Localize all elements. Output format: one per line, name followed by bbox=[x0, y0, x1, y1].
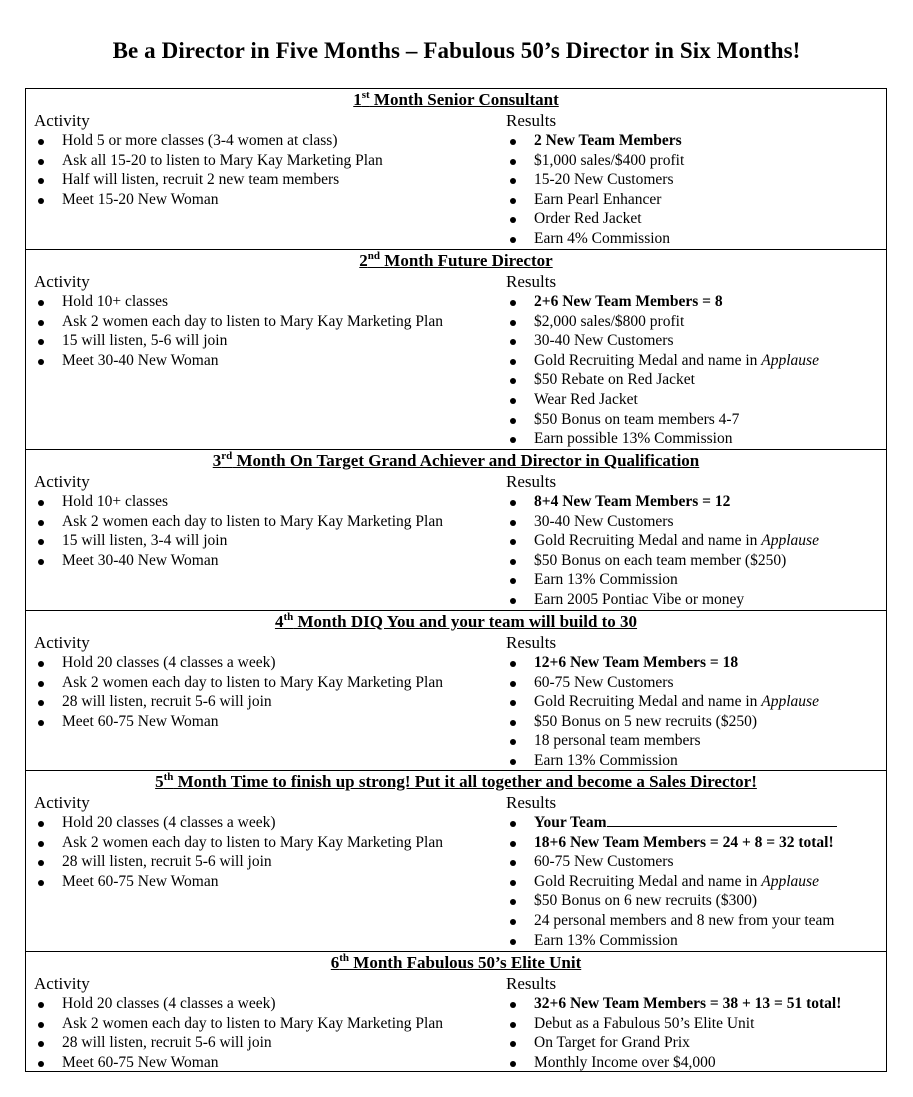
month-heading bbox=[26, 90, 886, 110]
month-heading bbox=[26, 612, 886, 632]
bullet-icon bbox=[510, 178, 516, 184]
activity-label: Activity bbox=[34, 633, 90, 652]
result-text: 30-40 New Customers bbox=[534, 512, 674, 530]
activity-item bbox=[34, 131, 504, 151]
result-text: Earn 4% Commission bbox=[534, 229, 671, 247]
month-heading bbox=[26, 251, 886, 271]
activity-list bbox=[34, 813, 504, 891]
bullet-icon bbox=[510, 681, 516, 687]
result-text: 12+6 New Team Members = 18 bbox=[534, 654, 739, 671]
month-title: Month Time to finish up strong! Put it all together and become a Sales Director! bbox=[173, 772, 757, 791]
publication-name: Applause bbox=[761, 351, 819, 369]
result-item bbox=[506, 190, 884, 210]
month-heading bbox=[26, 451, 886, 471]
month-heading bbox=[26, 953, 886, 973]
activity-label: Activity bbox=[34, 974, 90, 993]
activity-text: Hold 20 classes (4 classes a week) bbox=[62, 814, 276, 831]
results-label: Results bbox=[506, 974, 557, 993]
result-text: 2 New Team Members bbox=[534, 132, 682, 149]
activity-text: Meet 60-75 New Woman bbox=[62, 1053, 219, 1071]
bullet-icon bbox=[510, 398, 516, 404]
result-text: $50 Bonus on team members 4-7 bbox=[534, 410, 740, 428]
result-text: On Target for Grand Prix bbox=[534, 1034, 690, 1052]
result-item bbox=[506, 872, 884, 892]
bullet-icon bbox=[510, 578, 516, 584]
results-list bbox=[506, 131, 884, 249]
activity-text: Meet 30-40 New Woman bbox=[62, 551, 219, 569]
activity-text: 28 will listen, recruit 5-6 will join bbox=[62, 693, 272, 711]
bullet-icon bbox=[510, 559, 516, 565]
bullet-icon bbox=[510, 598, 516, 604]
activity-list bbox=[34, 131, 504, 209]
bullet-icon bbox=[510, 1002, 516, 1008]
activity-item bbox=[34, 551, 504, 571]
month-number: 6 bbox=[330, 953, 340, 972]
activity-item bbox=[34, 351, 504, 371]
bullet-icon bbox=[38, 139, 44, 145]
result-text: 32+6 New Team Members = 38 + 13 = 51 total! bbox=[534, 995, 842, 1012]
bullet-icon bbox=[38, 320, 44, 326]
month-section bbox=[26, 89, 886, 249]
results-list bbox=[506, 994, 884, 1072]
activity-item bbox=[34, 712, 504, 732]
bullet-icon bbox=[510, 720, 516, 726]
activity-item bbox=[34, 151, 504, 171]
activity-item bbox=[34, 492, 504, 512]
results-label: Results bbox=[506, 793, 557, 812]
bullet-icon bbox=[38, 841, 44, 847]
result-item bbox=[506, 994, 884, 1014]
result-text: Gold Recruiting Medal and name in bbox=[534, 532, 762, 550]
bullet-icon bbox=[38, 700, 44, 706]
month-title: Month On Target Grand Achiever and Director in Qualification bbox=[232, 451, 700, 470]
bullet-icon bbox=[510, 919, 516, 925]
bullet-icon bbox=[38, 500, 44, 506]
result-text: 15-20 New Customers bbox=[534, 171, 674, 189]
activity-item bbox=[34, 512, 504, 532]
bullet-icon bbox=[510, 320, 516, 326]
activity-text: Meet 60-75 New Woman bbox=[62, 872, 219, 890]
activity-item bbox=[34, 292, 504, 312]
results-label: Results bbox=[506, 633, 557, 652]
bullet-icon bbox=[38, 520, 44, 526]
result-item bbox=[506, 931, 884, 951]
bullet-icon bbox=[510, 418, 516, 424]
bullet-icon bbox=[510, 860, 516, 866]
month-ordinal-suffix: th bbox=[339, 952, 350, 964]
result-item bbox=[506, 852, 884, 872]
bullet-icon bbox=[38, 1022, 44, 1028]
result-text: Order Red Jacket bbox=[534, 210, 642, 228]
bullet-icon bbox=[38, 681, 44, 687]
result-item bbox=[506, 292, 884, 312]
bullet-icon bbox=[38, 300, 44, 306]
result-text: $50 Bonus on 6 new recruits ($300) bbox=[534, 892, 757, 910]
bullet-icon bbox=[510, 359, 516, 365]
month-number: 1 bbox=[353, 90, 362, 109]
result-item bbox=[506, 1014, 884, 1034]
month-ordinal-suffix: th bbox=[163, 771, 174, 783]
activity-text: Hold 10+ classes bbox=[62, 493, 169, 510]
bullet-icon bbox=[38, 1002, 44, 1008]
result-item bbox=[506, 492, 884, 512]
activity-item bbox=[34, 1053, 504, 1073]
result-item bbox=[506, 1033, 884, 1053]
activity-text: Ask 2 women each day to listen to Mary Kay Marketing Plan bbox=[62, 312, 443, 330]
activity-text: Half will listen, recruit 2 new team members bbox=[62, 171, 340, 189]
activity-item bbox=[34, 653, 504, 673]
result-item bbox=[506, 692, 884, 712]
results-list bbox=[506, 292, 884, 449]
publication-name: Applause bbox=[761, 693, 819, 711]
result-item bbox=[506, 390, 884, 410]
activity-text: Hold 5 or more classes (3-4 women at class) bbox=[62, 132, 338, 149]
result-text: Earn possible 13% Commission bbox=[534, 430, 733, 448]
bullet-icon bbox=[510, 759, 516, 765]
month-number: 4 bbox=[274, 612, 284, 631]
results-list bbox=[506, 813, 884, 950]
activity-text: 28 will listen, recruit 5-6 will join bbox=[62, 853, 272, 871]
result-item bbox=[506, 170, 884, 190]
month-number: 2 bbox=[359, 251, 368, 270]
result-item bbox=[506, 229, 884, 249]
activity-list bbox=[34, 994, 504, 1072]
bullet-icon bbox=[38, 860, 44, 866]
month-section bbox=[26, 449, 886, 610]
bullet-icon bbox=[38, 720, 44, 726]
bullet-icon bbox=[510, 237, 516, 243]
bullet-icon bbox=[510, 1041, 516, 1047]
activity-label: Activity bbox=[34, 272, 90, 291]
result-item bbox=[506, 911, 884, 931]
activity-item bbox=[34, 852, 504, 872]
result-item bbox=[506, 209, 884, 229]
fill-in-blank bbox=[607, 813, 837, 827]
activity-text: Meet 15-20 New Woman bbox=[62, 190, 219, 208]
result-item bbox=[506, 410, 884, 430]
result-text: Earn 13% Commission bbox=[534, 751, 678, 769]
month-section bbox=[26, 951, 886, 1071]
activity-item bbox=[34, 833, 504, 853]
bullet-icon bbox=[38, 821, 44, 827]
bullet-icon bbox=[510, 500, 516, 506]
bullet-icon bbox=[38, 539, 44, 545]
month-ordinal-suffix: rd bbox=[221, 450, 233, 462]
activity-text: Ask 2 women each day to listen to Mary Kay Marketing Plan bbox=[62, 512, 443, 530]
result-item bbox=[506, 813, 884, 833]
plan-table bbox=[25, 88, 887, 1072]
result-item bbox=[506, 673, 884, 693]
result-item bbox=[506, 590, 884, 610]
results-list bbox=[506, 492, 884, 610]
month-heading bbox=[26, 772, 886, 792]
activity-list bbox=[34, 492, 504, 570]
bullet-icon bbox=[510, 939, 516, 945]
activity-item bbox=[34, 531, 504, 551]
result-item bbox=[506, 731, 884, 751]
activity-item bbox=[34, 312, 504, 332]
result-text: $50 Bonus on 5 new recruits ($250) bbox=[534, 712, 757, 730]
bullet-icon bbox=[510, 159, 516, 165]
bullet-icon bbox=[510, 899, 516, 905]
month-title: Month DIQ You and your team will build to 30 bbox=[293, 612, 638, 631]
page-title: Be a Director in Five Months – Fabulous 50’s Director in Six Months! bbox=[112, 38, 801, 63]
result-item bbox=[506, 891, 884, 911]
month-ordinal-suffix: st bbox=[361, 89, 370, 101]
activity-item bbox=[34, 1014, 504, 1034]
month-number: 3 bbox=[212, 451, 222, 470]
result-text: 18 personal team members bbox=[534, 732, 701, 750]
result-item bbox=[506, 151, 884, 171]
bullet-icon bbox=[510, 1061, 516, 1067]
activity-text: 15 will listen, 3-4 will join bbox=[62, 532, 228, 550]
result-text: Earn Pearl Enhancer bbox=[534, 190, 662, 208]
result-text: Your Team bbox=[534, 814, 607, 831]
bullet-icon bbox=[510, 700, 516, 706]
activity-text: Ask 2 women each day to listen to Mary Kay Marketing Plan bbox=[62, 673, 443, 691]
result-text: $50 Bonus on each team member ($250) bbox=[534, 551, 787, 569]
result-text: Debut as a Fabulous 50’s Elite Unit bbox=[534, 1014, 755, 1032]
bullet-icon bbox=[38, 198, 44, 204]
activity-list bbox=[34, 653, 504, 731]
bullet-icon bbox=[510, 339, 516, 345]
activity-label: Activity bbox=[34, 472, 90, 491]
bullet-icon bbox=[510, 539, 516, 545]
result-text: Wear Red Jacket bbox=[534, 390, 638, 408]
month-number: 5 bbox=[155, 772, 164, 791]
bullet-icon bbox=[510, 739, 516, 745]
activity-text: Ask all 15-20 to listen to Mary Kay Marketing Plan bbox=[62, 151, 383, 169]
activity-item bbox=[34, 872, 504, 892]
activity-item bbox=[34, 170, 504, 190]
activity-text: Ask 2 women each day to listen to Mary Kay Marketing Plan bbox=[62, 1014, 443, 1032]
publication-name: Applause bbox=[761, 532, 819, 550]
bullet-icon bbox=[38, 359, 44, 365]
result-item bbox=[506, 712, 884, 732]
result-text: 8+4 New Team Members = 12 bbox=[534, 493, 731, 510]
result-item bbox=[506, 351, 884, 371]
results-list bbox=[506, 653, 884, 771]
bullet-icon bbox=[510, 661, 516, 667]
result-text: 18+6 New Team Members = 24 + 8 = 32 total! bbox=[534, 833, 834, 851]
bullet-icon bbox=[510, 300, 516, 306]
month-ordinal-suffix: th bbox=[283, 611, 294, 623]
month-title: Month Future Director bbox=[380, 251, 553, 270]
activity-item bbox=[34, 331, 504, 351]
result-item bbox=[506, 1053, 884, 1073]
bullet-icon bbox=[510, 437, 516, 443]
bullet-icon bbox=[38, 339, 44, 345]
result-item bbox=[506, 312, 884, 332]
activity-text: 15 will listen, 5-6 will join bbox=[62, 332, 228, 350]
result-item bbox=[506, 429, 884, 449]
results-label: Results bbox=[506, 272, 557, 291]
result-item bbox=[506, 331, 884, 351]
bullet-icon bbox=[38, 1061, 44, 1067]
bullet-icon bbox=[510, 841, 516, 847]
bullet-icon bbox=[510, 217, 516, 223]
activity-text: Hold 20 classes (4 classes a week) bbox=[62, 654, 276, 671]
month-title: Month Fabulous 50’s Elite Unit bbox=[349, 953, 582, 972]
result-text: $2,000 sales/$800 profit bbox=[534, 312, 685, 330]
bullet-icon bbox=[38, 1041, 44, 1047]
result-text: 30-40 New Customers bbox=[534, 332, 674, 350]
bullet-icon bbox=[38, 159, 44, 165]
month-ordinal-suffix: nd bbox=[367, 250, 381, 262]
result-text: 24 personal members and 8 new from your team bbox=[534, 911, 835, 929]
result-text: Earn 2005 Pontiac Vibe or money bbox=[534, 590, 745, 608]
result-item bbox=[506, 570, 884, 590]
result-item bbox=[506, 370, 884, 390]
result-item bbox=[506, 531, 884, 551]
result-text: 2+6 New Team Members = 8 bbox=[534, 293, 723, 310]
result-text: Monthly Income over $4,000 bbox=[534, 1053, 716, 1071]
month-section bbox=[26, 610, 886, 770]
result-text: 60-75 New Customers bbox=[534, 853, 674, 871]
activity-text: 28 will listen, recruit 5-6 will join bbox=[62, 1034, 272, 1052]
activity-text: Hold 10+ classes bbox=[62, 293, 169, 310]
month-section bbox=[26, 770, 886, 951]
month-title: Month Senior Consultant bbox=[369, 90, 559, 109]
bullet-icon bbox=[510, 1022, 516, 1028]
result-text: Earn 13% Commission bbox=[534, 571, 678, 589]
results-label: Results bbox=[506, 111, 557, 130]
result-text: Gold Recruiting Medal and name in bbox=[534, 351, 762, 369]
activity-item bbox=[34, 813, 504, 833]
activity-label: Activity bbox=[34, 793, 90, 812]
activity-text: Meet 30-40 New Woman bbox=[62, 351, 219, 369]
bullet-icon bbox=[38, 661, 44, 667]
activity-item bbox=[34, 994, 504, 1014]
bullet-icon bbox=[510, 198, 516, 204]
activity-label: Activity bbox=[34, 111, 90, 130]
activity-item bbox=[34, 1033, 504, 1053]
result-text: Earn 13% Commission bbox=[534, 931, 678, 949]
activity-text: Meet 60-75 New Woman bbox=[62, 712, 219, 730]
bullet-icon bbox=[510, 520, 516, 526]
activity-item bbox=[34, 673, 504, 693]
activity-text: Hold 20 classes (4 classes a week) bbox=[62, 995, 276, 1012]
result-item bbox=[506, 751, 884, 771]
result-text: 60-75 New Customers bbox=[534, 673, 674, 691]
activity-text: Ask 2 women each day to listen to Mary Kay Marketing Plan bbox=[62, 833, 443, 851]
month-section bbox=[26, 249, 886, 449]
bullet-icon bbox=[38, 178, 44, 184]
bullet-icon bbox=[510, 821, 516, 827]
result-item bbox=[506, 551, 884, 571]
activity-item bbox=[34, 692, 504, 712]
activity-item bbox=[34, 190, 504, 210]
bullet-icon bbox=[38, 559, 44, 565]
result-text: Gold Recruiting Medal and name in bbox=[534, 872, 762, 890]
result-item bbox=[506, 131, 884, 151]
result-item bbox=[506, 833, 884, 853]
result-text: Gold Recruiting Medal and name in bbox=[534, 693, 762, 711]
bullet-icon bbox=[38, 880, 44, 886]
result-item bbox=[506, 512, 884, 532]
bullet-icon bbox=[510, 880, 516, 886]
result-text: $1,000 sales/$400 profit bbox=[534, 151, 685, 169]
result-item bbox=[506, 653, 884, 673]
bullet-icon bbox=[510, 139, 516, 145]
activity-list bbox=[34, 292, 504, 370]
result-text: $50 Rebate on Red Jacket bbox=[534, 371, 695, 389]
bullet-icon bbox=[510, 378, 516, 384]
results-label: Results bbox=[506, 472, 557, 491]
publication-name: Applause bbox=[761, 872, 819, 890]
